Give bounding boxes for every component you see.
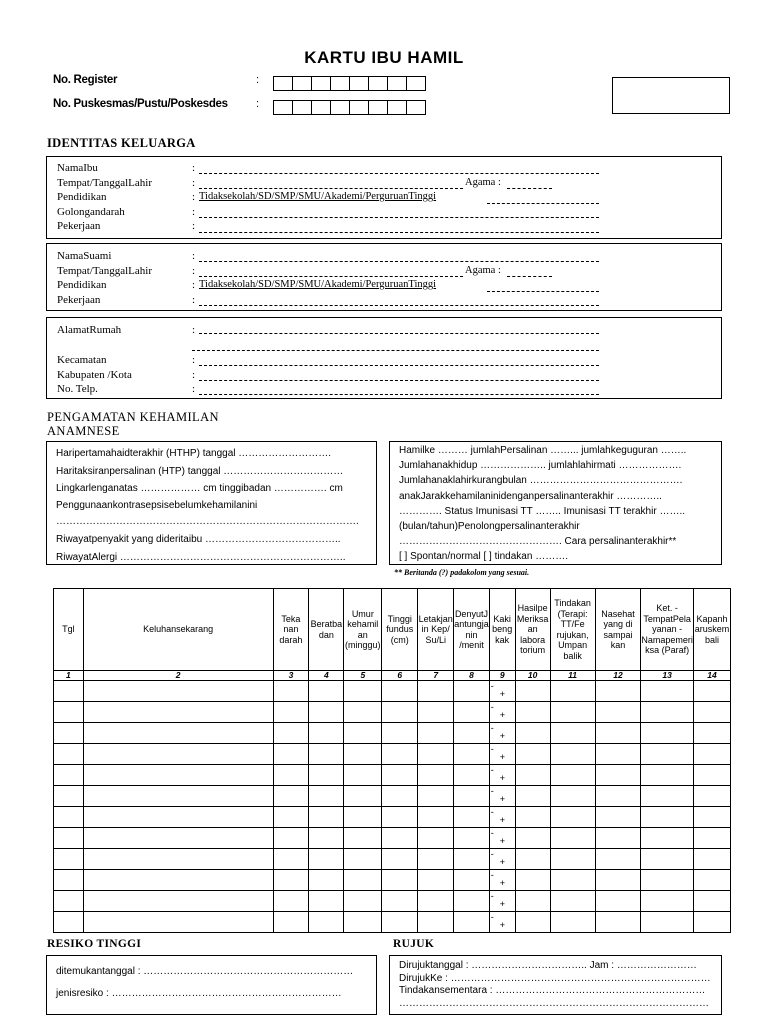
num-6: 6 bbox=[382, 671, 418, 681]
num-14: 14 bbox=[693, 671, 730, 681]
anamnese-heading: ANAMNESE bbox=[47, 424, 120, 438]
register-label: No. Register bbox=[53, 74, 118, 86]
table-cell[interactable] bbox=[489, 870, 515, 891]
table-cell[interactable] bbox=[515, 765, 550, 786]
minus-sign: - bbox=[490, 786, 494, 796]
table-cell[interactable] bbox=[489, 849, 515, 870]
identitas-heading: IDENTITAS KELUARGA bbox=[47, 136, 196, 150]
kecamatan-input[interactable] bbox=[199, 365, 599, 366]
table-cell[interactable] bbox=[489, 828, 515, 849]
table-cell[interactable] bbox=[83, 870, 273, 891]
table-row bbox=[54, 786, 731, 807]
num-3: 3 bbox=[273, 671, 309, 681]
table-cell[interactable] bbox=[641, 807, 694, 828]
table-cell[interactable] bbox=[83, 849, 273, 870]
table-cell[interactable] bbox=[382, 723, 418, 744]
table-cell[interactable] bbox=[693, 765, 730, 786]
pendidikan-ibu-input[interactable] bbox=[487, 203, 599, 204]
table-cell[interactable] bbox=[418, 828, 454, 849]
table-cell[interactable] bbox=[515, 849, 550, 870]
table-cell[interactable] bbox=[595, 681, 641, 702]
table-cell[interactable] bbox=[550, 828, 595, 849]
table-cell[interactable] bbox=[515, 702, 550, 723]
col-keluhan: Keluhansekarang bbox=[83, 589, 273, 671]
table-cell[interactable] bbox=[344, 765, 382, 786]
table-cell[interactable] bbox=[418, 702, 454, 723]
table-cell[interactable] bbox=[382, 912, 418, 933]
pendidikan-suami-options[interactable]: Tidaksekolah/SD/SMP/SMU/Akademi/PerguruanTinggi bbox=[199, 279, 437, 290]
suami-labels: NamaSuami Tempat/TanggalLahir Pendidikan Pekerjaan bbox=[57, 250, 152, 306]
table-cell[interactable] bbox=[344, 744, 382, 765]
table-cell[interactable] bbox=[382, 702, 418, 723]
anamnese-left-frame bbox=[46, 441, 377, 565]
table-cell[interactable] bbox=[515, 786, 550, 807]
table-cell[interactable] bbox=[382, 891, 418, 912]
table-cell[interactable] bbox=[344, 786, 382, 807]
alamat-input-2[interactable] bbox=[192, 350, 599, 351]
table-row bbox=[54, 744, 731, 765]
agama-ibu-label: Agama : bbox=[465, 177, 501, 188]
table-cell[interactable] bbox=[418, 681, 454, 702]
rujuk-heading: RUJUK bbox=[393, 938, 435, 950]
table-row bbox=[54, 870, 731, 891]
table-cell[interactable] bbox=[454, 702, 490, 723]
table-cell[interactable] bbox=[83, 681, 273, 702]
table-cell[interactable] bbox=[273, 723, 309, 744]
register-colon: : bbox=[256, 74, 260, 86]
table-cell[interactable] bbox=[454, 891, 490, 912]
table-cell[interactable] bbox=[489, 786, 515, 807]
table-cell[interactable] bbox=[489, 681, 515, 702]
table-cell[interactable] bbox=[693, 786, 730, 807]
table-cell[interactable] bbox=[515, 744, 550, 765]
plus-sign: + bbox=[499, 773, 505, 783]
table-cell[interactable] bbox=[382, 786, 418, 807]
table-cell[interactable] bbox=[344, 723, 382, 744]
agama-ibu-input[interactable] bbox=[507, 188, 552, 189]
table-cell[interactable] bbox=[641, 723, 694, 744]
pengamatan-heading: PENGAMATAN KEHAMILAN bbox=[47, 410, 219, 424]
table-cell[interactable] bbox=[54, 723, 84, 744]
minus-sign: - bbox=[490, 681, 494, 691]
table-row bbox=[54, 912, 731, 933]
minus-sign: - bbox=[490, 765, 494, 775]
plus-sign: + bbox=[499, 878, 505, 888]
pekerjaan-suami-input[interactable] bbox=[199, 305, 599, 306]
table-cell[interactable] bbox=[382, 765, 418, 786]
table-cell[interactable] bbox=[382, 807, 418, 828]
col-tgl: Tgl bbox=[54, 589, 84, 671]
table-cell[interactable] bbox=[83, 912, 273, 933]
table-cell[interactable] bbox=[515, 807, 550, 828]
num-8: 8 bbox=[454, 671, 490, 681]
table-cell[interactable] bbox=[595, 744, 641, 765]
table-row bbox=[54, 765, 731, 786]
table-row bbox=[54, 702, 731, 723]
table-cell[interactable] bbox=[515, 828, 550, 849]
table-cell[interactable] bbox=[54, 807, 84, 828]
table-cell[interactable] bbox=[344, 891, 382, 912]
plus-sign: + bbox=[499, 794, 505, 804]
table-cell[interactable] bbox=[693, 723, 730, 744]
alamat-labels-2: Kecamatan Kabupaten /Kota No. Telp. bbox=[57, 354, 132, 396]
nama-suami-input[interactable] bbox=[199, 261, 599, 262]
table-cell[interactable] bbox=[595, 786, 641, 807]
table-cell[interactable] bbox=[693, 807, 730, 828]
table-cell[interactable] bbox=[595, 765, 641, 786]
table-cell[interactable] bbox=[641, 912, 694, 933]
ibu-frame bbox=[46, 156, 722, 239]
minus-sign: - bbox=[490, 723, 494, 733]
col-tinggi: Tinggi fundus (cm) bbox=[382, 589, 418, 671]
nama-ibu-input[interactable] bbox=[199, 173, 599, 174]
alamat-colons-2: : : : bbox=[192, 354, 196, 396]
col-tindakan: Tindakan (Terapi: TT/Fe rujukan, Umpan balik bbox=[550, 589, 595, 671]
table-cell[interactable] bbox=[54, 786, 84, 807]
col-letak: Letakjan in Kep/ Su/Li bbox=[418, 589, 454, 671]
table-cell[interactable] bbox=[54, 870, 84, 891]
table-cell[interactable] bbox=[454, 912, 490, 933]
alamat-label: AlamatRumah bbox=[57, 324, 122, 336]
ditemukan-field[interactable]: ditemukantanggal : ……………………………………………………… bbox=[56, 966, 354, 977]
table-cell[interactable] bbox=[641, 786, 694, 807]
rujuk-frame bbox=[389, 955, 722, 1015]
num-9: 9 bbox=[489, 671, 515, 681]
resiko-heading: RESIKO TINGGI bbox=[47, 938, 142, 950]
pendidikan-ibu-options[interactable]: Tidaksekolah/SD/SMP/SMU/Akademi/PerguruanTinggi bbox=[199, 191, 437, 202]
table-cell[interactable] bbox=[83, 807, 273, 828]
table-cell[interactable] bbox=[550, 786, 595, 807]
col-lab: Hasilpe Meriksa an labora torium bbox=[515, 589, 550, 671]
table-cell[interactable] bbox=[382, 681, 418, 702]
minus-sign: - bbox=[490, 828, 494, 838]
table-cell[interactable] bbox=[273, 765, 309, 786]
table-cell[interactable] bbox=[344, 849, 382, 870]
table-cell[interactable] bbox=[693, 681, 730, 702]
kabupaten-input[interactable] bbox=[199, 380, 599, 381]
table-cell[interactable] bbox=[418, 786, 454, 807]
col-denyut: DenyutJ antungja nin /menit bbox=[454, 589, 490, 671]
plus-sign: + bbox=[499, 689, 505, 699]
table-cell[interactable] bbox=[54, 912, 84, 933]
col-tekanan: Teka nan darah bbox=[273, 589, 309, 671]
table-cell[interactable] bbox=[515, 723, 550, 744]
alamat-colon: : bbox=[192, 324, 196, 336]
table-cell[interactable] bbox=[515, 912, 550, 933]
col-ket: Ket. - TempatPela yanan - Namapemeri ksa (Paraf) bbox=[641, 589, 694, 671]
table-cell[interactable] bbox=[595, 912, 641, 933]
nama-ibu-label: NamaIbu Tempat/TanggalLahir Pendidikan Golongandarah Pekerjaan bbox=[57, 162, 152, 233]
ibu-colons: : : : : : bbox=[192, 162, 196, 233]
telp-input[interactable] bbox=[199, 394, 599, 395]
suami-frame bbox=[46, 243, 722, 311]
suami-colons: : : : : bbox=[192, 250, 196, 306]
table-cell[interactable] bbox=[309, 702, 344, 723]
table-cell[interactable] bbox=[418, 849, 454, 870]
table-cell[interactable] bbox=[595, 828, 641, 849]
table-cell[interactable] bbox=[454, 807, 490, 828]
table-cell[interactable] bbox=[344, 681, 382, 702]
table-row bbox=[54, 681, 731, 702]
table-cell[interactable] bbox=[693, 891, 730, 912]
table-cell[interactable] bbox=[83, 891, 273, 912]
table-cell[interactable] bbox=[515, 681, 550, 702]
minus-sign: - bbox=[490, 744, 494, 754]
table-row bbox=[54, 807, 731, 828]
table-cell[interactable] bbox=[489, 765, 515, 786]
table-row bbox=[54, 828, 731, 849]
plus-sign: + bbox=[499, 899, 505, 909]
agama-suami-input[interactable] bbox=[507, 276, 552, 277]
table-cell[interactable] bbox=[309, 765, 344, 786]
note-text: ** Beritanda (?) padakolom yang sesuai. bbox=[394, 568, 530, 577]
resiko-frame bbox=[46, 955, 377, 1015]
table-cell[interactable] bbox=[382, 744, 418, 765]
pemeriksaan-table bbox=[53, 588, 731, 933]
table-cell[interactable] bbox=[83, 786, 273, 807]
table-cell[interactable] bbox=[595, 849, 641, 870]
table-cell[interactable] bbox=[454, 765, 490, 786]
table-cell[interactable] bbox=[273, 786, 309, 807]
minus-sign: - bbox=[490, 870, 494, 880]
table-cell[interactable] bbox=[454, 681, 490, 702]
photo-box[interactable] bbox=[612, 77, 730, 114]
plus-sign: + bbox=[499, 752, 505, 762]
table-cell[interactable] bbox=[641, 702, 694, 723]
plus-sign: + bbox=[499, 731, 505, 741]
table-cell[interactable] bbox=[418, 870, 454, 891]
table-cell[interactable] bbox=[641, 828, 694, 849]
minus-sign: - bbox=[490, 702, 494, 712]
table-cell[interactable] bbox=[344, 870, 382, 891]
puskesmas-boxes[interactable] bbox=[273, 100, 426, 114]
col-nasehat: Nasehat yang di sampai kan bbox=[595, 589, 641, 671]
table-cell[interactable] bbox=[309, 786, 344, 807]
alamat-frame bbox=[46, 317, 722, 399]
table-cell[interactable] bbox=[595, 702, 641, 723]
table-cell[interactable] bbox=[641, 870, 694, 891]
col-kaki: Kaki beng kak bbox=[489, 589, 515, 671]
table-cell[interactable] bbox=[515, 870, 550, 891]
table-cell[interactable] bbox=[418, 807, 454, 828]
table-cell[interactable] bbox=[83, 723, 273, 744]
table-cell[interactable] bbox=[454, 723, 490, 744]
minus-sign: - bbox=[490, 891, 494, 901]
table-cell[interactable] bbox=[54, 702, 84, 723]
table-cell[interactable] bbox=[550, 702, 595, 723]
table-cell[interactable] bbox=[418, 912, 454, 933]
table-cell[interactable] bbox=[418, 723, 454, 744]
table-cell[interactable] bbox=[309, 891, 344, 912]
table-cell[interactable] bbox=[309, 828, 344, 849]
table-cell[interactable] bbox=[641, 744, 694, 765]
table-cell[interactable] bbox=[309, 723, 344, 744]
pekerjaan-ibu-input[interactable] bbox=[199, 232, 599, 233]
table-cell[interactable] bbox=[489, 807, 515, 828]
minus-sign: - bbox=[490, 912, 494, 922]
col-umur: Umur kehamil an (minggu) bbox=[344, 589, 382, 671]
anamnese-right-frame bbox=[389, 441, 722, 565]
table-cell[interactable] bbox=[489, 891, 515, 912]
table-cell[interactable] bbox=[83, 702, 273, 723]
table-cell[interactable] bbox=[418, 744, 454, 765]
register-boxes[interactable] bbox=[273, 76, 426, 90]
plus-sign: + bbox=[499, 857, 505, 867]
table-cell[interactable] bbox=[344, 702, 382, 723]
num-7: 7 bbox=[418, 671, 454, 681]
table-cell[interactable] bbox=[382, 828, 418, 849]
table-cell[interactable] bbox=[489, 723, 515, 744]
table-cell[interactable] bbox=[550, 744, 595, 765]
num-4: 4 bbox=[309, 671, 344, 681]
col-kembali: Kapanh aruskem bali bbox=[693, 589, 730, 671]
table-cell[interactable] bbox=[273, 891, 309, 912]
table-cell[interactable] bbox=[83, 828, 273, 849]
table-cell[interactable] bbox=[595, 891, 641, 912]
puskesmas-label: No. Puskesmas/Pustu/Poskesdes bbox=[53, 98, 228, 110]
table-cell[interactable] bbox=[693, 744, 730, 765]
table-cell[interactable] bbox=[273, 681, 309, 702]
num-12: 12 bbox=[595, 671, 641, 681]
table-cell[interactable] bbox=[54, 828, 84, 849]
table-cell[interactable] bbox=[550, 723, 595, 744]
table-cell[interactable] bbox=[641, 681, 694, 702]
table-header-row bbox=[54, 589, 731, 671]
num-5: 5 bbox=[344, 671, 382, 681]
table-row bbox=[54, 849, 731, 870]
table-cell[interactable] bbox=[54, 849, 84, 870]
agama-suami-label: Agama : bbox=[465, 265, 501, 276]
table-cell[interactable] bbox=[550, 807, 595, 828]
table-cell[interactable] bbox=[550, 870, 595, 891]
num-1: 1 bbox=[54, 671, 84, 681]
table-cell[interactable] bbox=[273, 912, 309, 933]
num-11: 11 bbox=[550, 671, 595, 681]
table-cell[interactable] bbox=[550, 765, 595, 786]
table-cell[interactable] bbox=[595, 723, 641, 744]
table-cell[interactable] bbox=[54, 681, 84, 702]
table-cell[interactable] bbox=[418, 891, 454, 912]
ttl-suami-input[interactable] bbox=[199, 276, 463, 277]
table-cell[interactable] bbox=[273, 807, 309, 828]
num-10: 10 bbox=[515, 671, 550, 681]
table-row bbox=[54, 723, 731, 744]
table-cell[interactable] bbox=[454, 786, 490, 807]
alamat-input-1[interactable] bbox=[199, 333, 599, 334]
jenis-resiko-field[interactable]: jenisresiko : …………………………………………………………… bbox=[56, 988, 342, 999]
minus-sign: - bbox=[490, 807, 494, 817]
table-number-row bbox=[54, 671, 731, 681]
table-cell[interactable] bbox=[693, 870, 730, 891]
table-cell[interactable] bbox=[83, 765, 273, 786]
table-cell[interactable] bbox=[693, 849, 730, 870]
table-cell[interactable] bbox=[550, 912, 595, 933]
table-cell[interactable] bbox=[693, 702, 730, 723]
plus-sign: + bbox=[499, 815, 505, 825]
plus-sign: + bbox=[499, 710, 505, 720]
plus-sign: + bbox=[499, 920, 505, 930]
table-cell[interactable] bbox=[273, 849, 309, 870]
table-cell[interactable] bbox=[550, 891, 595, 912]
golongan-ibu-input[interactable] bbox=[199, 217, 599, 218]
table-row bbox=[54, 891, 731, 912]
table-cell[interactable] bbox=[54, 765, 84, 786]
table-cell[interactable] bbox=[309, 849, 344, 870]
table-cell[interactable] bbox=[489, 744, 515, 765]
table-cell[interactable] bbox=[309, 870, 344, 891]
table-cell[interactable] bbox=[309, 912, 344, 933]
anamnese-right-list[interactable]: Hamilke ……… jumlahPersalinan ……... jumlahkeguguran …….. Jumlahanakhidup ……………….. jumlahlahirmati ………………. Jumlahanaklahirkurangbulan ………………………………………. anakJarakkehamilaninidenganpersalinanterakhir ………….. …………. Status Imunisasi TT …….. Imunisasi TT terakhir …….. (bulan/tahun)Penolongpersalinanterakhir …………………………………………. Cara persalinanterakhir** [ ] Spontan/normal [ ] tindakan ………. bbox=[399, 445, 687, 563]
table-cell[interactable] bbox=[382, 849, 418, 870]
table-cell[interactable] bbox=[54, 891, 84, 912]
puskesmas-colon: : bbox=[256, 98, 260, 110]
table-cell[interactable] bbox=[595, 870, 641, 891]
table-cell[interactable] bbox=[454, 870, 490, 891]
num-13: 13 bbox=[641, 671, 694, 681]
ttl-ibu-input[interactable] bbox=[199, 188, 463, 189]
rujuk-list[interactable]: Dirujuktanggal : …………………………….. Jam : …………………… DirujukKe : …………………………………………………………………… Tindakansementara : ……………………………………………………… ………………………………………………………………………………… bbox=[399, 960, 711, 1009]
table-cell[interactable] bbox=[309, 744, 344, 765]
table-cell[interactable] bbox=[344, 912, 382, 933]
table-cell[interactable] bbox=[83, 744, 273, 765]
minus-sign: - bbox=[490, 849, 494, 859]
table-cell[interactable] bbox=[693, 828, 730, 849]
num-2: 2 bbox=[83, 671, 273, 681]
table-cell[interactable] bbox=[344, 807, 382, 828]
table-cell[interactable] bbox=[309, 681, 344, 702]
table-cell[interactable] bbox=[550, 681, 595, 702]
table-cell[interactable] bbox=[550, 849, 595, 870]
table-cell[interactable] bbox=[641, 849, 694, 870]
table-cell[interactable] bbox=[273, 744, 309, 765]
table-cell[interactable] bbox=[693, 912, 730, 933]
table-cell[interactable] bbox=[344, 828, 382, 849]
plus-sign: + bbox=[499, 836, 505, 846]
table-cell[interactable] bbox=[454, 849, 490, 870]
table-cell[interactable] bbox=[515, 891, 550, 912]
table-cell[interactable] bbox=[273, 870, 309, 891]
page-title: KARTU IBU HAMIL bbox=[304, 48, 464, 67]
table-cell[interactable] bbox=[418, 765, 454, 786]
table-cell[interactable] bbox=[641, 891, 694, 912]
table-cell[interactable] bbox=[595, 807, 641, 828]
table-body bbox=[54, 681, 731, 933]
table-cell[interactable] bbox=[273, 828, 309, 849]
table-cell[interactable] bbox=[309, 807, 344, 828]
pendidikan-suami-input[interactable] bbox=[487, 291, 599, 292]
table-cell[interactable] bbox=[454, 744, 490, 765]
col-berat: Beratba dan bbox=[309, 589, 344, 671]
table-cell[interactable] bbox=[489, 912, 515, 933]
table-cell[interactable] bbox=[489, 702, 515, 723]
table-cell[interactable] bbox=[641, 765, 694, 786]
table-cell[interactable] bbox=[273, 702, 309, 723]
table-cell[interactable] bbox=[454, 828, 490, 849]
table-cell[interactable] bbox=[54, 744, 84, 765]
anamnese-left-list[interactable]: Haripertamahaidterakhir (HTHP) tanggal ………………………. Haritaksiranpersalinan (HTP) tanggal ……………………………… Lingkarlenganatas ……………… cm tinggibadan ……………. cm Penggunaankontrasepsisebelumkehamilanini ………………………………………………………………………………. Riwayatpenyakit yang dideritaibu ………………………………….. RiwayatAlergi ………………………………………………………….. bbox=[56, 448, 359, 563]
table-cell[interactable] bbox=[382, 870, 418, 891]
